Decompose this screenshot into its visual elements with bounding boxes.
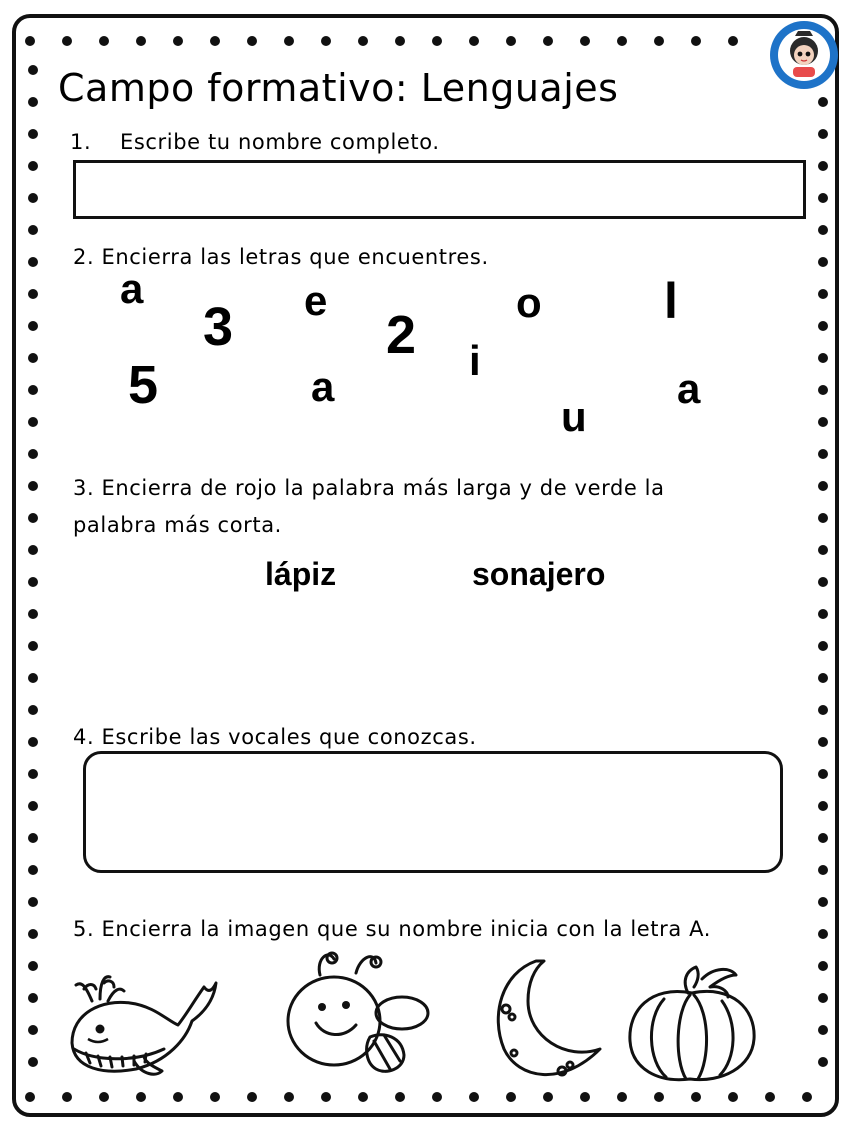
bee-icon[interactable] bbox=[286, 945, 436, 1080]
border-dot bbox=[28, 193, 38, 203]
border-dot bbox=[28, 993, 38, 1003]
border-dot bbox=[818, 193, 828, 203]
glyph-l[interactable]: l bbox=[664, 273, 678, 329]
border-dot bbox=[818, 385, 828, 395]
border-dot bbox=[818, 97, 828, 107]
border-dot bbox=[28, 1057, 38, 1067]
border-dot bbox=[358, 1092, 368, 1102]
border-dot bbox=[818, 993, 828, 1003]
question-1 bbox=[70, 130, 440, 154]
border-dot bbox=[28, 673, 38, 683]
page-title: Campo formativo: Lenguajes bbox=[58, 66, 619, 110]
question-4-text: 4. Escribe las vocales que conozcas. bbox=[73, 725, 477, 749]
question-1-text: Escribe tu nombre completo. bbox=[120, 130, 440, 154]
border-dot bbox=[136, 1092, 146, 1102]
border-dot bbox=[818, 609, 828, 619]
border-dot bbox=[247, 1092, 257, 1102]
border-dot bbox=[28, 449, 38, 459]
pumpkin-icon[interactable] bbox=[624, 963, 759, 1085]
border-dot bbox=[506, 36, 516, 46]
glyph-a[interactable]: a bbox=[677, 365, 701, 412]
border-dot bbox=[28, 321, 38, 331]
border-dot bbox=[284, 36, 294, 46]
glyph-2[interactable]: 2 bbox=[386, 305, 417, 365]
glyph-e[interactable]: e bbox=[304, 277, 328, 324]
border-dot bbox=[818, 161, 828, 171]
border-dot bbox=[469, 36, 479, 46]
border-dot bbox=[99, 36, 109, 46]
glyph-o[interactable]: o bbox=[516, 279, 542, 326]
border-dot bbox=[818, 225, 828, 235]
border-dot bbox=[818, 865, 828, 875]
border-dot bbox=[818, 1025, 828, 1035]
word-lapiz[interactable]: lápiz bbox=[265, 556, 337, 592]
border-dot bbox=[284, 1092, 294, 1102]
border-dot bbox=[818, 673, 828, 683]
border-dot bbox=[28, 161, 38, 171]
word-sonajero[interactable]: sonajero bbox=[472, 556, 606, 592]
name-answer-box[interactable] bbox=[73, 160, 806, 219]
border-dot bbox=[818, 353, 828, 363]
border-dot bbox=[818, 257, 828, 267]
border-dot bbox=[395, 1092, 405, 1102]
border-dot bbox=[728, 36, 738, 46]
logo-icon bbox=[767, 18, 841, 92]
glyph-u[interactable]: u bbox=[561, 393, 587, 440]
border-dot bbox=[818, 417, 828, 427]
border-dot bbox=[617, 36, 627, 46]
border-dot bbox=[210, 36, 220, 46]
question-1-number: 1. bbox=[70, 130, 92, 154]
border-dot bbox=[506, 1092, 516, 1102]
border-dot bbox=[617, 1092, 627, 1102]
border-dot bbox=[28, 65, 38, 75]
border-dot bbox=[691, 36, 701, 46]
border-dot bbox=[28, 705, 38, 715]
border-dot bbox=[654, 1092, 664, 1102]
border-dot bbox=[28, 865, 38, 875]
border-dot bbox=[25, 1092, 35, 1102]
border-dot bbox=[818, 801, 828, 811]
border-dot bbox=[62, 1092, 72, 1102]
border-dot bbox=[818, 737, 828, 747]
border-dot bbox=[469, 1092, 479, 1102]
border-dot bbox=[28, 897, 38, 907]
border-dot bbox=[28, 737, 38, 747]
border-dot bbox=[25, 36, 35, 46]
border-dot bbox=[432, 1092, 442, 1102]
border-dot bbox=[28, 929, 38, 939]
border-dot bbox=[28, 97, 38, 107]
moon-icon[interactable] bbox=[488, 957, 608, 1085]
border-dot bbox=[818, 705, 828, 715]
glyph-5[interactable]: 5 bbox=[128, 355, 159, 415]
question-3-text-line1: 3. Encierra de rojo la palabra más larga y de verde la bbox=[73, 476, 665, 500]
border-dot bbox=[321, 1092, 331, 1102]
border-dot bbox=[818, 929, 828, 939]
question-3-text-line2: palabra más corta. bbox=[73, 513, 282, 537]
border-dot bbox=[247, 36, 257, 46]
border-dot bbox=[818, 1057, 828, 1067]
border-dot bbox=[580, 1092, 590, 1102]
border-dot bbox=[28, 1025, 38, 1035]
border-dot bbox=[818, 833, 828, 843]
border-dot bbox=[28, 801, 38, 811]
border-dot bbox=[28, 129, 38, 139]
border-dot bbox=[818, 321, 828, 331]
border-dot bbox=[28, 289, 38, 299]
border-dot bbox=[28, 961, 38, 971]
border-dot bbox=[28, 833, 38, 843]
border-dot bbox=[136, 36, 146, 46]
border-dot bbox=[28, 577, 38, 587]
glyph-a[interactable]: a bbox=[311, 363, 335, 410]
border-dot bbox=[395, 36, 405, 46]
border-dot bbox=[28, 513, 38, 523]
border-dot bbox=[728, 1092, 738, 1102]
border-dot bbox=[28, 417, 38, 427]
border-dot bbox=[654, 36, 664, 46]
border-dot bbox=[62, 36, 72, 46]
glyph-a[interactable]: a bbox=[120, 265, 144, 312]
border-dot bbox=[691, 1092, 701, 1102]
glyph-i[interactable]: i bbox=[469, 337, 481, 384]
border-dot bbox=[28, 257, 38, 267]
border-dot bbox=[818, 481, 828, 491]
border-dot bbox=[818, 545, 828, 555]
border-dot bbox=[28, 641, 38, 651]
question-5-text: 5. Encierra la imagen que su nombre inicia con la letra A. bbox=[73, 917, 711, 941]
border-dot bbox=[818, 129, 828, 139]
border-dot bbox=[543, 1092, 553, 1102]
border-dot bbox=[818, 897, 828, 907]
border-dot bbox=[28, 225, 38, 235]
vowels-answer-box[interactable] bbox=[83, 751, 783, 873]
border-dot bbox=[321, 36, 331, 46]
border-dot bbox=[818, 289, 828, 299]
border-dot bbox=[818, 961, 828, 971]
border-dot bbox=[818, 513, 828, 523]
border-dot bbox=[432, 36, 442, 46]
border-dot bbox=[28, 609, 38, 619]
glyph-3[interactable]: 3 bbox=[203, 297, 234, 357]
border-dot bbox=[173, 1092, 183, 1102]
border-dot bbox=[580, 36, 590, 46]
border-dot bbox=[28, 481, 38, 491]
border-dot bbox=[818, 769, 828, 779]
border-dot bbox=[28, 353, 38, 363]
border-dot bbox=[358, 36, 368, 46]
border-dot bbox=[818, 449, 828, 459]
border-dot bbox=[173, 36, 183, 46]
border-dot bbox=[802, 1092, 812, 1102]
border-dot bbox=[28, 385, 38, 395]
border-dot bbox=[99, 1092, 109, 1102]
border-dot bbox=[818, 641, 828, 651]
border-dot bbox=[818, 577, 828, 587]
border-dot bbox=[765, 1092, 775, 1102]
border-dot bbox=[28, 769, 38, 779]
border-dot bbox=[210, 1092, 220, 1102]
whale-icon[interactable] bbox=[64, 965, 219, 1080]
question-2-text: 2. Encierra las letras que encuentres. bbox=[73, 245, 489, 269]
border-dot bbox=[28, 545, 38, 555]
border-dot bbox=[543, 36, 553, 46]
